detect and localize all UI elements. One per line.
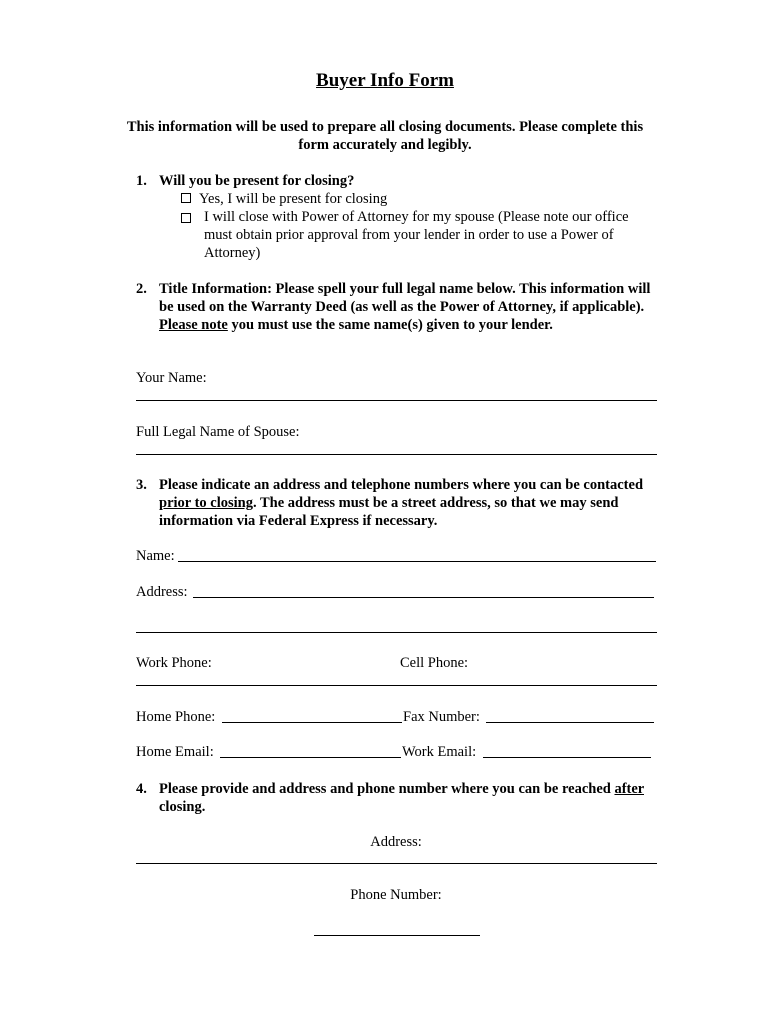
q3-underlined: prior to closing <box>159 495 253 511</box>
after-phone-field[interactable] <box>314 935 480 936</box>
contact-name-label: Name: <box>136 548 175 564</box>
work-email-field[interactable] <box>483 757 651 758</box>
q4-text-before: Please provide and address and phone number where you can be reached <box>159 781 615 797</box>
q2-underlined: Please note <box>159 317 228 333</box>
fax-number-field[interactable] <box>486 722 654 723</box>
home-email-field[interactable] <box>220 757 401 758</box>
q3-text <box>159 476 654 530</box>
your-name-label: Your Name: <box>136 370 207 386</box>
after-phone-label: Phone Number: <box>350 887 442 903</box>
q4-text-after: closing. <box>159 799 206 815</box>
spouse-name-label: Full Legal Name of Spouse: <box>136 424 300 440</box>
q1-option-poa <box>181 208 651 262</box>
q4-underlined: after <box>614 781 644 797</box>
q1-option-poa-label: I will close with Power of Attorney for my spouse (Please note our office must obtain prior approval from your lender in order to use a Power of Attorney) <box>204 209 629 261</box>
q4-text <box>159 780 649 816</box>
q2-text <box>159 280 659 334</box>
work-cell-phone-field[interactable] <box>136 685 657 686</box>
after-address-field[interactable] <box>136 863 657 864</box>
work-phone-label: Work Phone: <box>136 655 212 671</box>
contact-address-field-2[interactable] <box>136 632 657 633</box>
q1-option-yes-label: Yes, I will be present for closing <box>199 191 388 207</box>
q2-number: 2. <box>136 281 147 297</box>
work-email-label: Work Email: <box>402 744 477 760</box>
your-name-field[interactable] <box>136 400 657 401</box>
q2-text-before: Title Information: Please spell your full legal name below. This information will be used on the Warranty Deed (as well as the Power of Attorney, if applicable). <box>159 281 651 315</box>
form-title: Buyer Info Form <box>316 70 454 91</box>
q1-option-yes <box>181 190 387 208</box>
q3-text-after: . The address must be a street address, so that we may send information via Federal Express if necessary. <box>159 495 619 529</box>
q4-number: 4. <box>136 781 147 797</box>
q2-text-after: you must use the same name(s) given to your lender. <box>227 317 553 333</box>
spouse-name-field[interactable] <box>136 454 657 455</box>
after-address-label: Address: <box>370 834 422 850</box>
q3-number: 3. <box>136 477 147 493</box>
q1-number: 1. <box>136 173 147 189</box>
home-phone-label: Home Phone: <box>136 709 216 725</box>
home-email-label: Home Email: <box>136 744 214 760</box>
home-phone-field[interactable] <box>222 722 402 723</box>
checkbox-yes[interactable] <box>181 193 191 203</box>
contact-address-label: Address: <box>136 584 188 600</box>
cell-phone-label: Cell Phone: <box>400 655 469 671</box>
contact-address-field[interactable] <box>193 597 654 598</box>
checkbox-poa[interactable] <box>181 213 191 223</box>
q1-question: Will you be present for closing? <box>159 173 355 189</box>
fax-number-label: Fax Number: <box>403 709 480 725</box>
intro-text: This information will be used to prepare all closing documents. Please complete this form accurately and legibly. <box>126 119 644 153</box>
q3-text-before: Please indicate an address and telephone numbers where you can be contacted <box>159 477 644 493</box>
contact-name-field[interactable] <box>178 561 656 562</box>
